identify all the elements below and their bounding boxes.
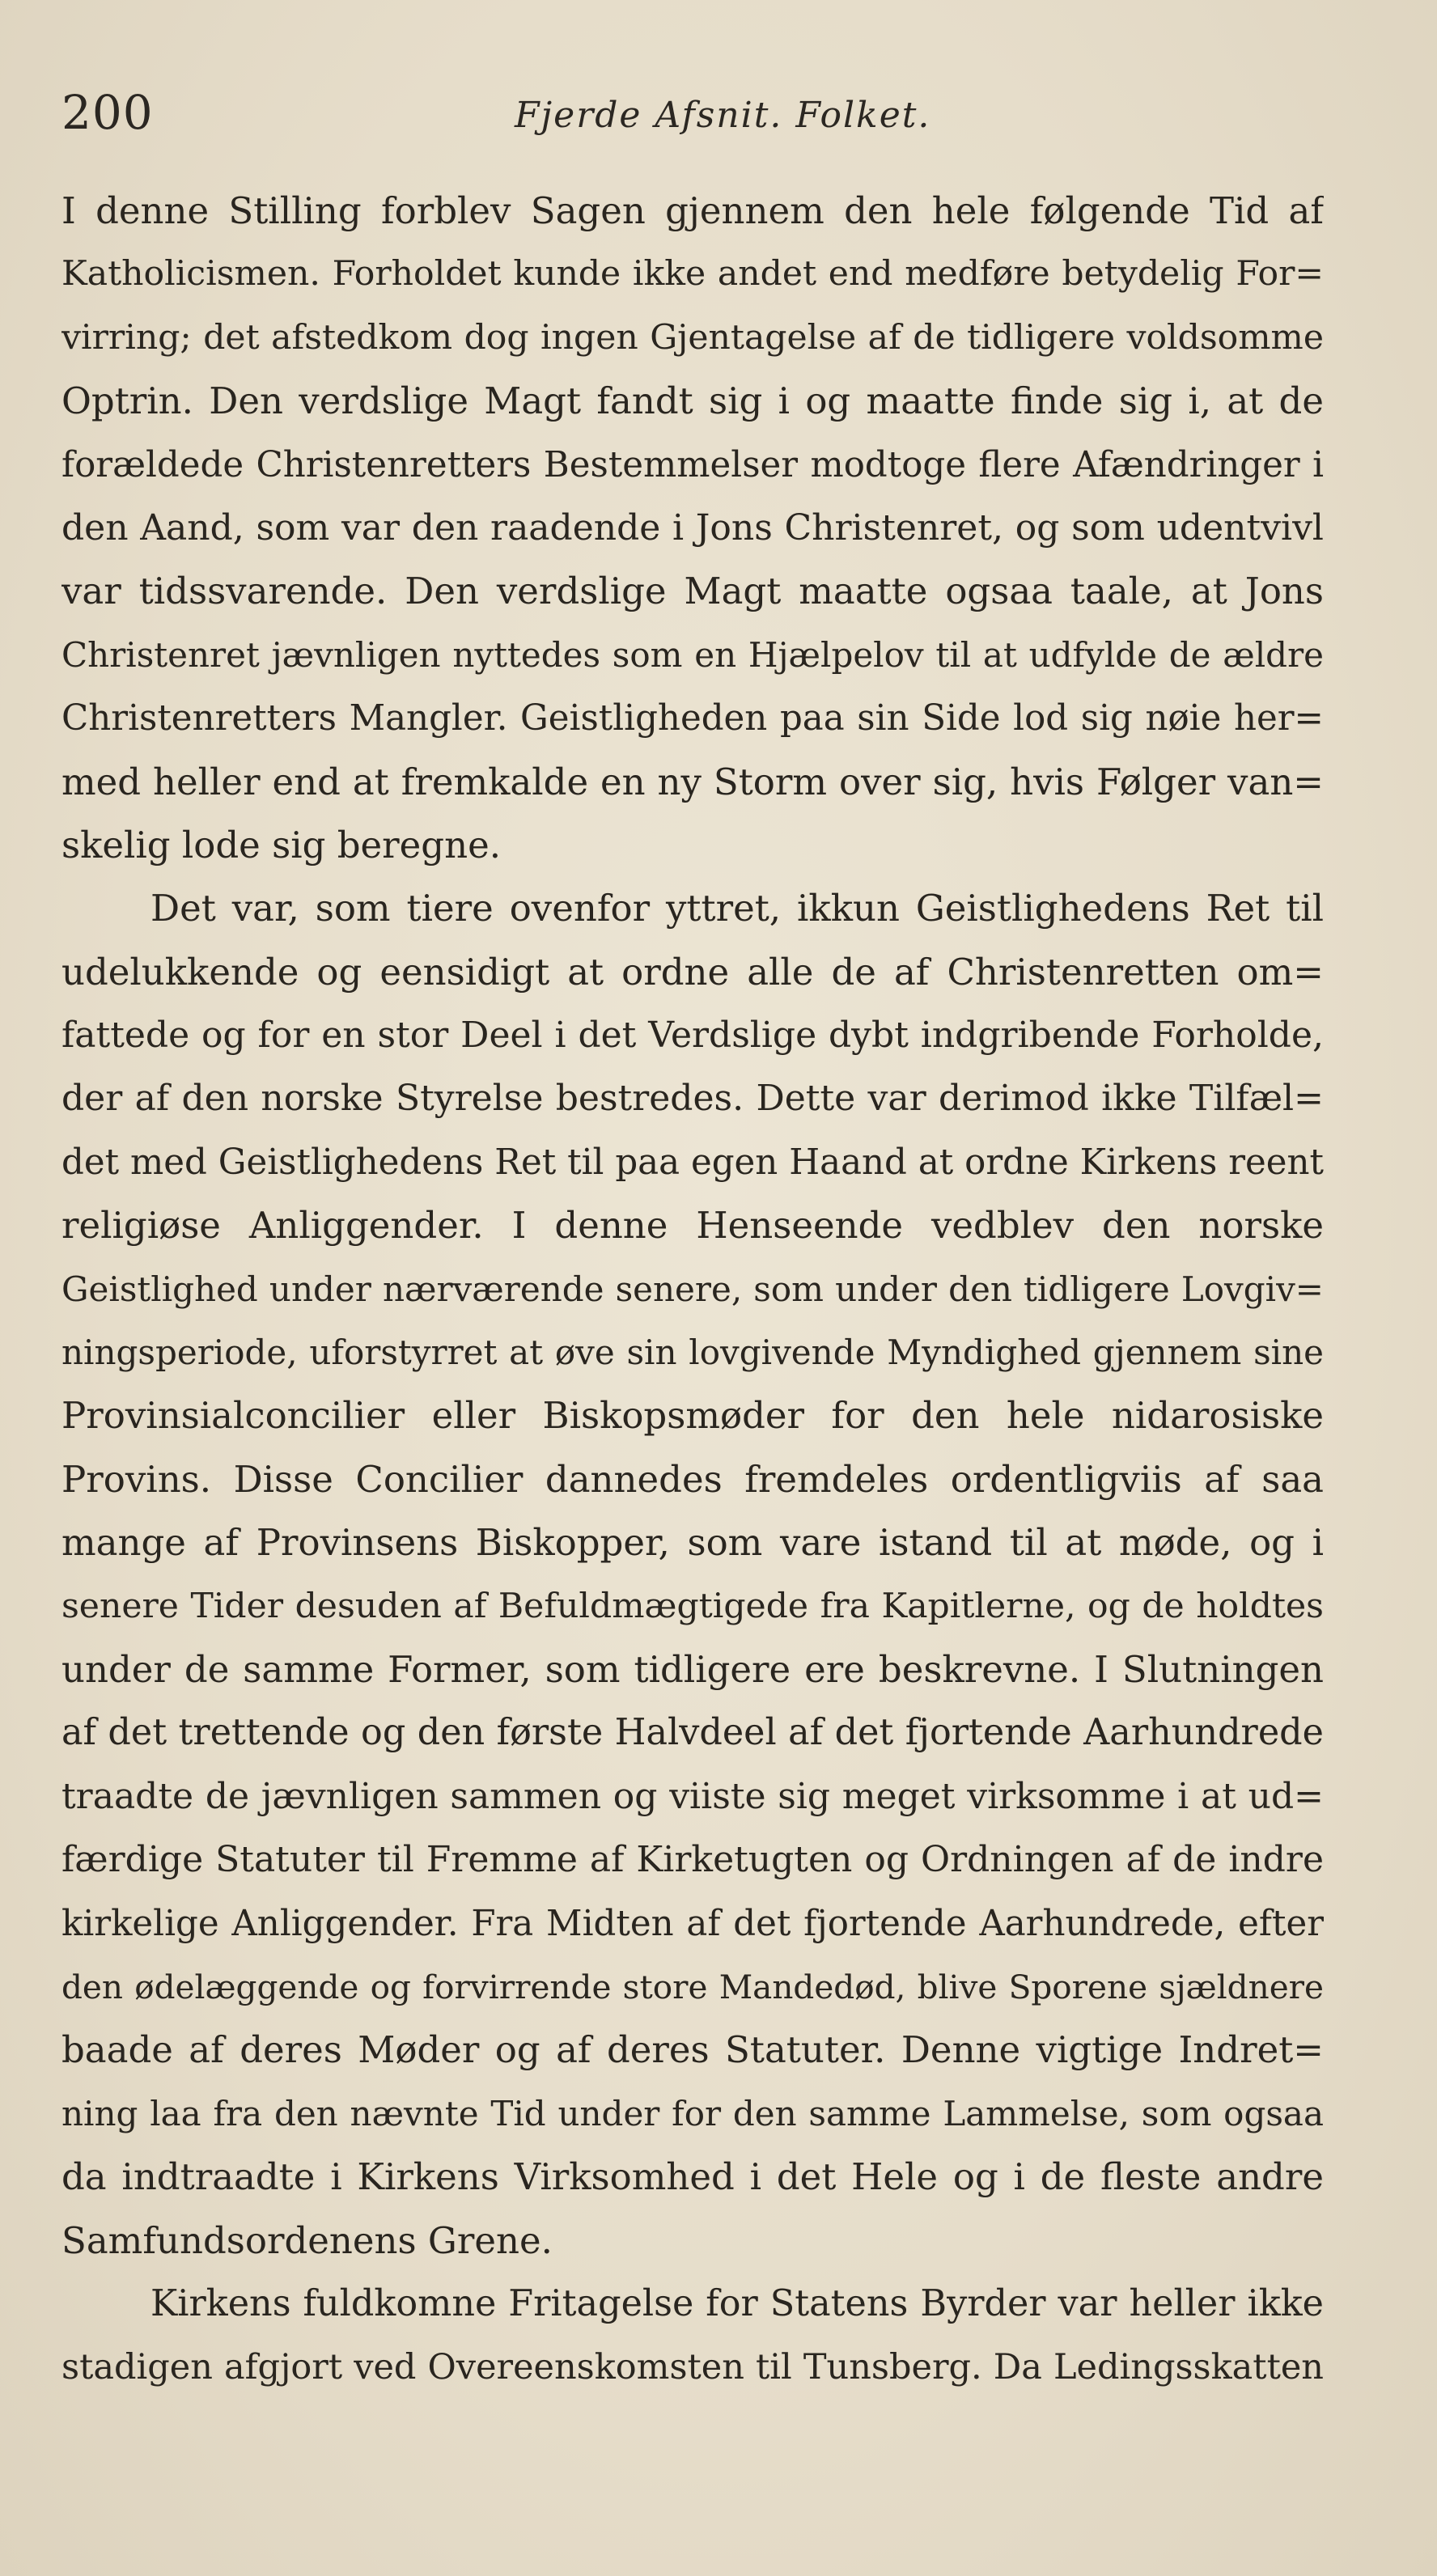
text-line: baade af deres Møder og af deres Statuter. Denne vigtige Indret= xyxy=(61,2028,1324,2072)
text-line: det med Geistlighedens Ret til paa egen Haand at ordne Kirkens reent xyxy=(61,1142,1324,1183)
text-line: af det trettende og den første Halvdeel af det fjortende Aarhundrede xyxy=(61,1712,1324,1754)
text-line: med heller end at fremkalde en ny Storm over sig, hvis Følger van= xyxy=(61,760,1324,803)
text-line: færdige Statuter til Fremme af Kirketugten og Ordningen af de indre xyxy=(61,1839,1324,1881)
text-line: stadigen afgjort ved Overeenskomsten til Tunsberg. Da Ledingsskatten xyxy=(61,2347,1324,2388)
text-line: traadte de jævnligen sammen og viiste sig meget virksomme i at ud= xyxy=(61,1775,1324,1817)
text-line: fattede og for en stor Deel i det Verdslige dybt indgribende Forholde, xyxy=(61,1015,1324,1057)
text-line: kirkelige Anliggender. Fra Midten af det fjortende Aarhundrede, efter xyxy=(61,1903,1324,1944)
text-line: Provins. Disse Concilier dannedes fremdeles ordentligviis af saa xyxy=(61,1457,1324,1501)
page-header xyxy=(61,77,1324,150)
text-line: den Aand, som var den raadende i Jons Christenret, og som udentvivl xyxy=(61,506,1324,549)
text-line: I denne Stilling forblev Sagen gjennem den hele følgende Tid af xyxy=(61,189,1324,232)
text-line: Geistlighed under nærværende senere, som under den tidligere Lovgiv= xyxy=(61,1269,1324,1309)
text-line: Christenret jævnligen nyttedes som en Hjælpelov til at udfylde de ældre xyxy=(61,634,1324,675)
text-line: senere Tider desuden af Befuldmægtigede fra Kapitlerne, og de holdtes xyxy=(61,1586,1324,1626)
text-line: skelig lode sig beregne. xyxy=(61,823,502,866)
text-line: udelukkende og eensidigt at ordne alle de af Christenretten om= xyxy=(61,950,1324,994)
body-text xyxy=(61,180,1324,2400)
text-line: Optrin. Den verdslige Magt fandt sig i og maatte finde sig i, at de xyxy=(61,379,1324,423)
text-line: Det var, som tiere ovenfor yttret, ikkun Geistlighedens Ret til xyxy=(150,887,1324,930)
text-line: virring; det afstedkom dog ingen Gjentagelse af de tidligere voldsomme xyxy=(61,317,1324,358)
text-line: mange af Provinsens Biskopper, som vare istand til at møde, og i xyxy=(61,1521,1324,1565)
text-line: den ødelæggende og forvirrende store Mandedød, blive Sporene sjældnere xyxy=(61,1967,1324,2006)
text-line: under de samme Former, som tidligere ere beskrevne. I Slutningen xyxy=(61,1647,1324,1691)
paragraph-3 xyxy=(61,2273,1324,2400)
running-head: Fjerde Afsnit. Folket. xyxy=(515,95,931,136)
text-line: religiøse Anliggender. I denne Henseende vedblev den norske xyxy=(61,1204,1324,1248)
text-line: Katholicismen. Forholdet kunde ikke andet end medføre betydelig For= xyxy=(61,254,1324,294)
text-line: ningsperiode, uforstyrret at øve sin lovgivende Myndighed gjennem sine xyxy=(61,1332,1324,1373)
text-line: Kirkens fuldkomne Fritagelse for Statens Byrder var heller ikke xyxy=(150,2282,1324,2324)
paragraph-1 xyxy=(61,180,1324,877)
paragraph-2 xyxy=(61,877,1324,2273)
text-line: Christenretters Mangler. Geistligheden paa sin Side lod sig nøie her= xyxy=(61,698,1324,739)
text-line: der af den norske Styrelse bestredes. Dette var derimod ikke Tilfæl= xyxy=(61,1078,1324,1120)
page-number: 200 xyxy=(61,85,154,140)
text-line: Provinsialconcilier eller Biskopsmøder for den hele nidarosiske xyxy=(61,1394,1324,1438)
text-line: forældede Christenretters Bestemmelser modtoge flere Afændringer i xyxy=(61,444,1324,485)
text-line: Samfundsordenens Grene. xyxy=(61,2218,553,2262)
text-line: da indtraadte i Kirkens Virksomhed i det Hele og i de fleste andre xyxy=(61,2155,1324,2199)
text-line: ning laa fra den nævnte Tid under for den samme Lammelse, som ogsaa xyxy=(61,2093,1324,2133)
text-line: var tidssvarende. Den verdslige Magt maatte ogsaa taale, at Jons xyxy=(61,570,1324,613)
